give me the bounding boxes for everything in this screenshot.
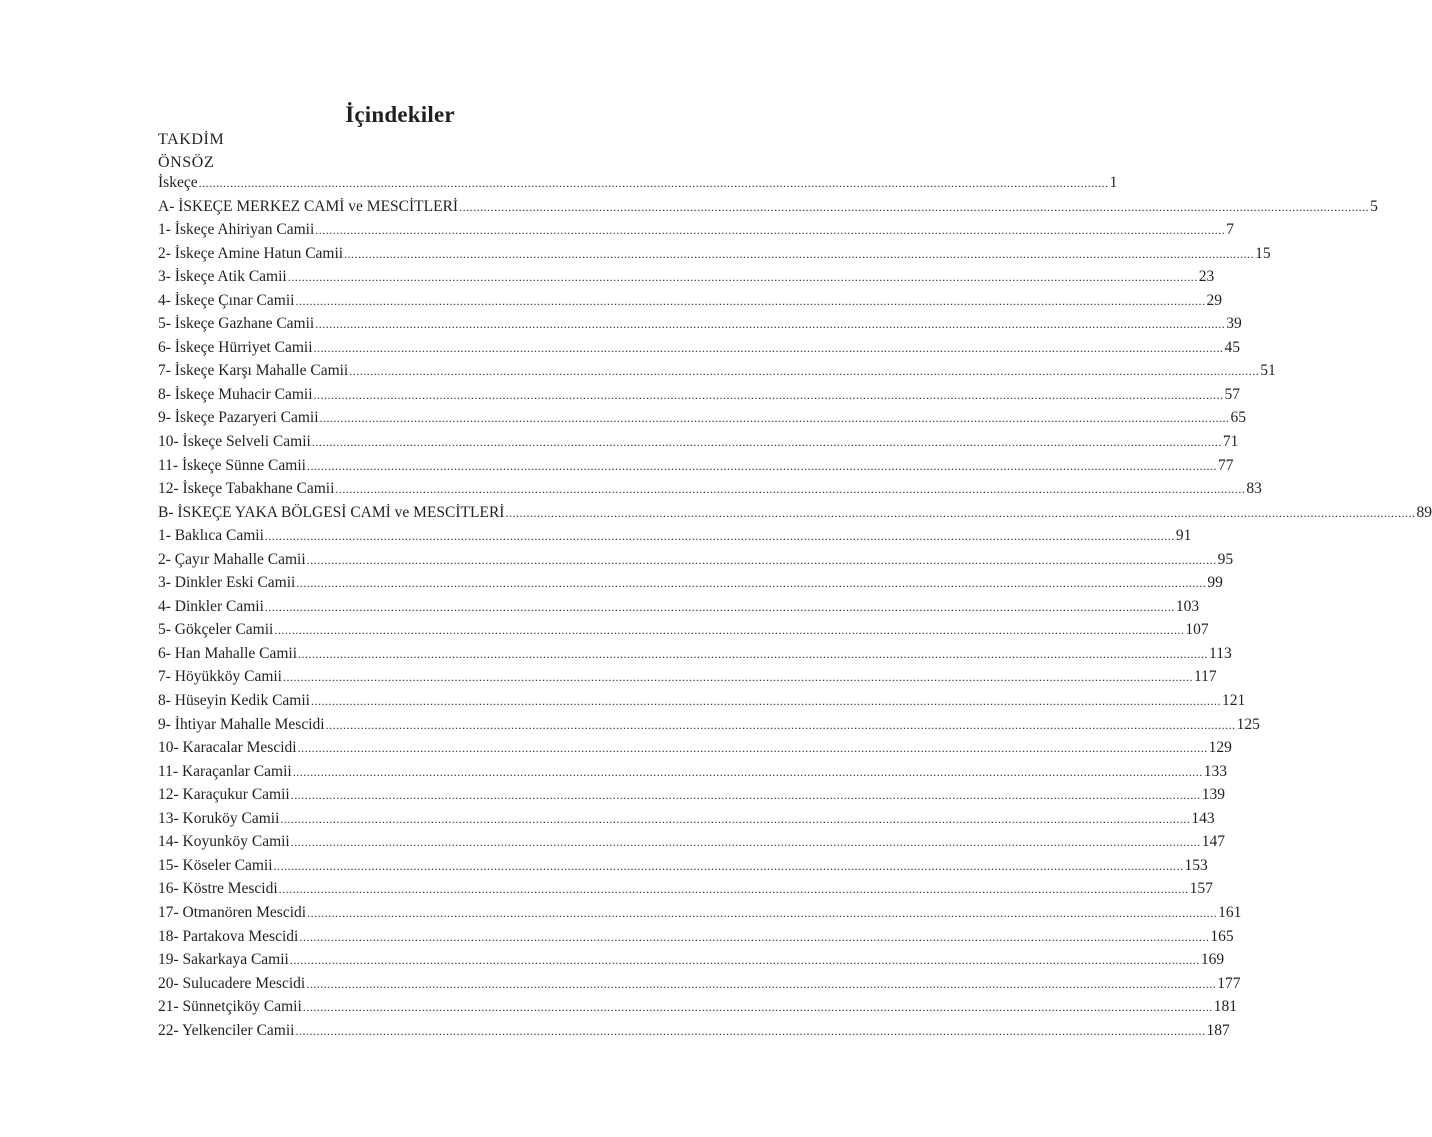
toc-entry: [158, 1021, 1230, 1046]
toc-entry-page-number: 143: [1191, 809, 1215, 827]
toc-entry-page-number: 165: [1210, 927, 1234, 945]
toc-leader-dots: ....................................................................................................................................................................................................................................................................: [307, 905, 1218, 920]
toc-leader-dots: ....................................................................................................................................................................................................................................................................: [278, 882, 1189, 897]
toc-entry: [158, 856, 1208, 881]
toc-entry-label: 5- Gökçeler Camii: [158, 621, 274, 639]
toc-leader-dots: ....................................................................................................................................................................................................................................................................: [306, 552, 1217, 567]
toc-entry-label: 5- İskeçe Gazhane Camii: [158, 315, 315, 333]
toc-leader-dots: ....................................................................................................................................................................................................................................................................: [349, 364, 1260, 379]
toc-entry-label: 4- Dinkler Camii: [158, 597, 264, 615]
toc-entry: [158, 550, 1234, 575]
toc-entry-page-number: 153: [1184, 856, 1208, 874]
toc-entry-page-number: 103: [1175, 597, 1200, 615]
toc-entry-label: 7- İskeçe Karşı Mahalle Camii: [158, 362, 349, 380]
toc-leader-dots: ....................................................................................................................................................................................................................................................................: [283, 670, 1193, 685]
toc-entry-page-number: 177: [1217, 974, 1241, 992]
toc-entry-label: 3- Dinkler Eski Camii: [158, 574, 296, 592]
toc-entry: [158, 809, 1215, 834]
toc-entry: [158, 574, 1223, 598]
toc-entry-label: 8- Hüseyin Kedik Camii: [158, 692, 310, 710]
toc-leader-dots: ....................................................................................................................................................................................................................................................................: [344, 246, 1255, 261]
toc-entry-label: 9- İskeçe Pazaryeri Camii: [158, 409, 319, 427]
toc-entry-page-number: 23: [1198, 268, 1215, 286]
toc-entry-page-number: 113: [1209, 644, 1232, 662]
toc-entry-label: İskeçe: [158, 174, 198, 191]
toc-entry: [158, 527, 1192, 551]
toc-entry: [158, 644, 1232, 669]
toc-entry: [158, 739, 1232, 763]
toc-entry-label: 12- Karaçukur Camii: [158, 786, 290, 804]
toc-leader-dots: ....................................................................................................................................................................................................................................................................: [290, 788, 1201, 803]
toc-leader-dots: ....................................................................................................................................................................................................................................................................: [302, 1000, 1213, 1015]
toc-entry-label: 20- Sulucadere Mescidi: [158, 974, 306, 992]
toc-entry-label: 3- İskeçe Atik Camii: [158, 268, 287, 286]
toc-leader-dots: ....................................................................................................................................................................................................................................................................: [292, 764, 1203, 779]
toc-entry-label: 6- İskeçe Hürriyet Camii: [158, 338, 313, 356]
toc-entry-label: 11- İskeçe Sünne Camii: [158, 456, 306, 474]
toc-entry-page-number: 29: [1206, 291, 1222, 309]
toc-entry-label: 10- İskeçe Selveli Camii: [158, 433, 311, 451]
toc-entry: [158, 480, 1262, 504]
toc-entry-page-number: 15: [1255, 244, 1271, 262]
toc-leader-dots: ....................................................................................................................................................................................................................................................................: [310, 694, 1221, 709]
toc-entry-page-number: 157: [1189, 880, 1213, 898]
toc-entry: [158, 786, 1225, 810]
toc-entry-label: 19- Sakarkaya Camii: [158, 951, 289, 969]
toc-entry: [158, 880, 1213, 904]
toc-leader-dots: ....................................................................................................................................................................................................................................................................: [289, 953, 1200, 968]
toc-leader-dots: ....................................................................................................................................................................................................................................................................: [296, 576, 1207, 591]
toc-entry-page-number: 161: [1218, 903, 1242, 921]
toc-leader-dots: ....................................................................................................................................................................................................................................................................: [280, 811, 1191, 826]
toc-entry-label: 17- Otmanören Mescidi: [158, 903, 307, 921]
toc-entry: [158, 974, 1241, 999]
toc-entry-page-number: 1: [1109, 174, 1118, 191]
toc-entry-page-number: 125: [1236, 715, 1260, 733]
toc-front-matter-takdim: TAKDİM: [158, 131, 225, 148]
toc-leader-dots: ....................................................................................................................................................................................................................................................................: [264, 529, 1175, 544]
toc-entry-label: 8- İskeçe Muhacir Camii: [158, 385, 313, 403]
toc-entry-label: 1- İskeçe Ahiriyan Camii: [158, 221, 315, 239]
toc-entry-page-number: 77: [1217, 456, 1234, 474]
toc-leader-dots: ....................................................................................................................................................................................................................................................................: [306, 458, 1217, 473]
toc-leader-dots: ....................................................................................................................................................................................................................................................................: [459, 199, 1370, 214]
toc-entry-page-number: 133: [1203, 762, 1227, 780]
toc-entry-label: 6- Han Mahalle Camii: [158, 644, 298, 662]
toc-entry: [158, 456, 1234, 481]
toc-entry-page-number: 129: [1208, 739, 1232, 757]
table-of-contents: [158, 174, 1432, 1045]
toc-leader-dots: ....................................................................................................................................................................................................................................................................: [264, 599, 1175, 614]
toc-entry: [158, 385, 1241, 410]
toc-entry-label: 2- İskeçe Amine Hatun Camii: [158, 244, 344, 262]
toc-entry-label: 4- İskeçe Çınar Camii: [158, 291, 295, 309]
toc-entry-page-number: 187: [1206, 1021, 1230, 1039]
toc-entry: [158, 692, 1246, 716]
toc-leader-dots: ....................................................................................................................................................................................................................................................................: [287, 270, 1198, 285]
toc-entry: [158, 174, 1118, 198]
toc-leader-dots: ....................................................................................................................................................................................................................................................................: [299, 929, 1210, 944]
toc-entry: [158, 903, 1242, 928]
toc-entry-page-number: 51: [1260, 362, 1276, 380]
toc-entry: [158, 409, 1247, 433]
toc-leader-dots: ....................................................................................................................................................................................................................................................................: [325, 717, 1236, 732]
toc-leader-dots: ....................................................................................................................................................................................................................................................................: [335, 482, 1246, 497]
toc-entry: [158, 197, 1378, 222]
toc-entry: [158, 833, 1225, 857]
toc-entry-page-number: 71: [1222, 433, 1239, 451]
toc-entry: [158, 715, 1260, 740]
toc-entry-page-number: 95: [1217, 550, 1234, 568]
toc-leader-dots: ....................................................................................................................................................................................................................................................................: [313, 387, 1224, 402]
toc-entry-page-number: 7: [1226, 221, 1234, 239]
toc-entry: [158, 668, 1217, 692]
toc-leader-dots: ....................................................................................................................................................................................................................................................................: [298, 646, 1209, 661]
toc-entry-page-number: 65: [1230, 409, 1247, 427]
toc-leader-dots: ....................................................................................................................................................................................................................................................................: [319, 411, 1230, 426]
toc-entry-label: A- İSKEÇE MERKEZ CAMİ ve MESCİTLERİ: [158, 197, 459, 215]
toc-entry: [158, 503, 1432, 528]
toc-entry-label: B- İSKEÇE YAKA BÖLGESİ CAMİ ve MESCİTLERİ: [158, 503, 505, 521]
toc-entry: [158, 951, 1225, 975]
toc-entry: [158, 927, 1234, 952]
toc-entry-page-number: 121: [1221, 692, 1246, 710]
toc-entry-label: 13- Koruköy Camii: [158, 809, 280, 827]
toc-leader-dots: ....................................................................................................................................................................................................................................................................: [315, 223, 1226, 238]
toc-leader-dots: ....................................................................................................................................................................................................................................................................: [505, 505, 1416, 520]
toc-leader-dots: ....................................................................................................................................................................................................................................................................: [313, 340, 1224, 355]
toc-entry-page-number: 181: [1213, 998, 1238, 1016]
toc-leader-dots: ....................................................................................................................................................................................................................................................................: [273, 858, 1184, 873]
toc-entry-label: 18- Partakova Mescidi: [158, 927, 299, 945]
toc-entry-label: 12- İskeçe Tabakhane Camii: [158, 480, 335, 498]
page-title: İçindekiler: [345, 102, 455, 127]
toc-entry-label: 16- Köstre Mescidi: [158, 880, 278, 898]
toc-entry-label: 22- Yelkenciler Camii: [158, 1021, 295, 1039]
toc-entry: [158, 268, 1215, 292]
toc-leader-dots: ....................................................................................................................................................................................................................................................................: [198, 176, 1109, 190]
toc-entry-page-number: 139: [1201, 786, 1225, 804]
toc-entry-label: 15- Köseler Camii: [158, 856, 273, 874]
toc-entry-page-number: 117: [1194, 668, 1217, 686]
toc-leader-dots: ....................................................................................................................................................................................................................................................................: [290, 835, 1201, 850]
toc-entry-page-number: 45: [1224, 338, 1241, 356]
toc-leader-dots: ....................................................................................................................................................................................................................................................................: [315, 317, 1226, 332]
toc-entry: [158, 221, 1234, 245]
toc-entry-label: 7- Höyükköy Camii: [158, 668, 282, 686]
toc-entry-page-number: 5: [1370, 197, 1378, 215]
toc-entry: [158, 621, 1209, 645]
toc-entry-label: 1- Baklıca Camii: [158, 527, 264, 545]
toc-entry: [158, 244, 1271, 269]
toc-entry-label: 9- İhtiyar Mahalle Mescidi: [158, 715, 325, 733]
toc-leader-dots: ....................................................................................................................................................................................................................................................................: [295, 1023, 1206, 1038]
toc-entry: [158, 998, 1238, 1022]
toc-entry-page-number: 57: [1224, 385, 1241, 403]
toc-entry: [158, 315, 1242, 339]
toc-entry-page-number: 89: [1416, 503, 1432, 521]
toc-leader-dots: ....................................................................................................................................................................................................................................................................: [297, 741, 1208, 756]
toc-entry: [158, 338, 1241, 363]
toc-entry: [158, 762, 1227, 787]
toc-entry-label: 2- Çayır Mahalle Camii: [158, 550, 306, 568]
toc-entry-label: 10- Karacalar Mescidi: [158, 739, 297, 757]
toc-entry-label: 21- Sünnetçiköy Camii: [158, 998, 302, 1016]
toc-entry-page-number: 39: [1226, 315, 1242, 333]
toc-leader-dots: ....................................................................................................................................................................................................................................................................: [306, 976, 1217, 991]
toc-leader-dots: ....................................................................................................................................................................................................................................................................: [295, 293, 1206, 308]
toc-entry: [158, 433, 1239, 457]
toc-entry: [158, 362, 1276, 386]
toc-entry-page-number: 107: [1185, 621, 1209, 639]
toc-leader-dots: ....................................................................................................................................................................................................................................................................: [274, 623, 1185, 638]
toc-entry-page-number: 169: [1200, 951, 1225, 969]
toc-entry-page-number: 83: [1246, 480, 1262, 498]
toc-entry-page-number: 91: [1175, 527, 1192, 545]
toc-entry: [158, 291, 1222, 316]
toc-entry-page-number: 99: [1207, 574, 1223, 592]
toc-front-matter-onsoz: ÖNSÖZ: [158, 154, 215, 171]
toc-entry-label: 11- Karaçanlar Camii: [158, 762, 292, 780]
toc-entry-page-number: 147: [1201, 833, 1225, 851]
toc-leader-dots: ....................................................................................................................................................................................................................................................................: [311, 435, 1222, 450]
toc-entry: [158, 597, 1200, 622]
toc-entry-label: 14- Koyunköy Camii: [158, 833, 290, 851]
